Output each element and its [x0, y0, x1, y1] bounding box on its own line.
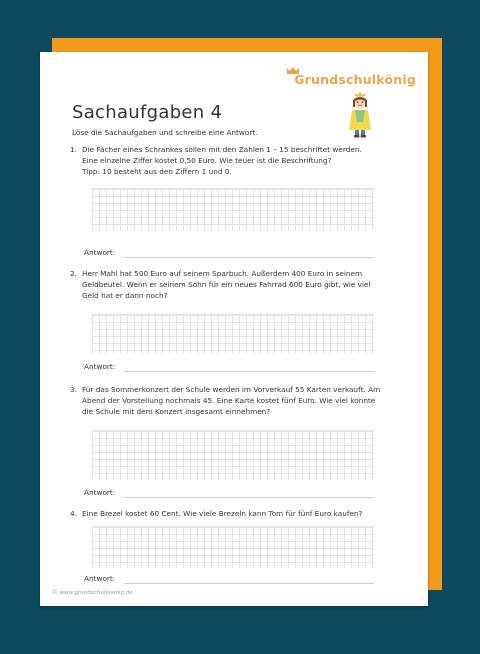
task-3 [70, 384, 390, 417]
task-text-line: die Schule mit dem Konzert insgesamt einnehmen? [82, 407, 271, 416]
task-text-line: Herr Mahl hat 500 Euro auf seinem Sparbuch. Außerdem 400 Euro in seinem [82, 269, 363, 278]
task-number: 1. [70, 145, 77, 154]
task-text-line: Für das Sommerkonzert der Schule werden im Vorverkauf 55 Karten verkauft. Am [82, 385, 381, 394]
answer-line[interactable] [124, 497, 374, 498]
task-2 [70, 268, 390, 301]
task-number: 3. [70, 385, 77, 394]
task-text-line: Tipp: 10 besteht aus den Ziffern 1 und 0. [82, 167, 232, 176]
task-text-line: Abend der Vorstellung nochmals 45. Eine Karte kostet fünf Euro. Wie viel konnte [82, 396, 376, 405]
footer-copyright: © www.grundschulkoenig.de [52, 590, 133, 596]
worksheet-page [40, 52, 428, 606]
task-text-line: Eine einzelne Ziffer kostet 0,50 Euro. Wie teuer ist die Beschriftung? [82, 156, 332, 165]
answer-line[interactable] [124, 583, 374, 584]
answer-line[interactable] [124, 371, 374, 372]
answer-grid[interactable] [92, 526, 374, 568]
task-4 [70, 508, 390, 519]
brand-logo: Grundschulkönig [294, 72, 416, 87]
answer-line[interactable] [124, 257, 374, 258]
task-text-line: Die Fächer eines Schrankes sollen mit den Zahlen 1 – 15 beschriftet werden. [82, 145, 362, 154]
task-number: 2. [70, 269, 77, 278]
task-1 [70, 144, 390, 177]
answer-grid[interactable] [92, 314, 374, 354]
page-title: Sachaufgaben 4 [72, 102, 223, 123]
task-text-line: Geld hat er dann noch? [82, 291, 168, 300]
task-number: 4. [70, 509, 77, 518]
answer-grid[interactable] [92, 188, 374, 230]
king-figure-icon [346, 92, 374, 138]
instruction-text: Löse die Sachaufgaben und schreibe eine Antwort. [72, 128, 258, 137]
answer-label: Antwort: [84, 574, 116, 583]
answer-grid[interactable] [92, 430, 374, 480]
answer-label: Antwort: [84, 488, 116, 497]
task-text-line: Eine Brezel kostet 60 Cent. Wie viele Brezeln kann Tom für fünf Euro kaufen? [82, 509, 363, 518]
answer-label: Antwort: [84, 362, 116, 371]
task-text-line: Geldbeutel. Wenn er seinem Sohn für ein neues Fahrrad 600 Euro gibt, wie viel [82, 280, 371, 289]
answer-label: Antwort: [84, 248, 116, 257]
